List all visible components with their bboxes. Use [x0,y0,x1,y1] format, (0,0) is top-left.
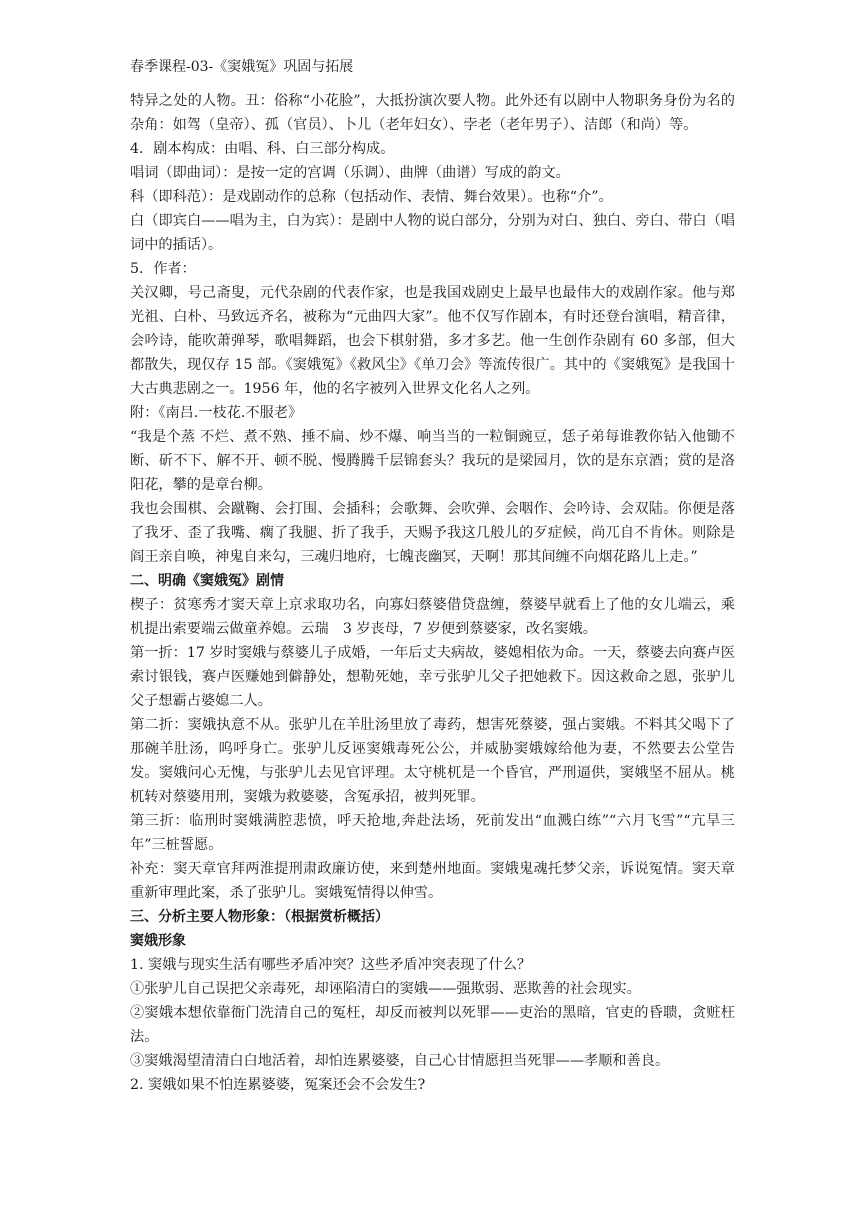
page-header: 春季课程-03-《窦娥冤》巩固与拓展 [130,59,354,75]
paragraph: 楔子：贫寒秀才窦天章上京求取功名，向寡妇蔡婆借贷盘缠，蔡婆早就看上了他的女儿端云，乘机提出索要端云做童养媳。云瑞 3 岁丧母，7 岁便到蔡婆家，改名窦娥。 [130,597,735,637]
section-heading: 二、明确《窦娥冤》剧情 [130,573,284,589]
paragraph: 第三折：临刑时窦娥满腔悲愤，呼天抢地,奔赴法场，死前发出“血溅白练”“六月飞雪”“亢旱三年”三桩誓愿。 [130,813,735,853]
paragraph: 我也会围棋、会蹴鞠、会打围、会插科；会歌舞、会吹弹、会咽作、会吟诗、会双陆。你便是落了我牙、歪了我嘴、瘸了我腿、折了我手，天赐予我这几般儿的歹症候，尚兀自不肯休。则除是阎王亲自唤，神鬼自来勾，三魂归地府，七魄丧幽冥，天啊！那其间缠不向烟花路儿上走。” [130,501,735,565]
paragraph: 唱词（即曲词）：是按一定的宫调（乐调）、曲牌（曲谱）写成的韵文。 [130,165,570,181]
section-heading: 三、分析主要人物形象：（根据赏析概括） [130,909,389,925]
paragraph: ③窦娥渴望清清白白地活着，却怕连累婆婆，自己心甘情愿担当死罪——孝顺和善良。 [130,1053,670,1069]
paragraph: 第二折：窦娥执意不从。张驴儿在羊肚汤里放了毒药，想害死蔡婆，强占窦娥。不料其父喝下了那碗羊肚汤，呜呼身亡。张驴儿反诬窦娥毒死公公，并威胁窦娥嫁给他为妻，不然要去公堂告发。窦娥问心无愧，与张驴儿去见官评理。太守桃杌是一个昏官，严刑逼供，窦娥坚不屈从。桃杌转对蔡婆用刑，窦娥为救婆婆，含冤承招，被判死罪。 [130,717,735,805]
paragraph: 4．剧本构成：由唱、科、白三部分构成。 [130,141,395,157]
document-body [130,89,735,1097]
document-page [130,55,735,1097]
paragraph: 补充：窦天章官拜两淮提刑肃政廉访使，来到楚州地面。窦娥鬼魂托梦父亲，诉说冤情。窦天章重新审理此案，杀了张驴儿。窦娥冤情得以伸雪。 [130,861,735,901]
paragraph: 附：《南吕.一枝花.不服老》 [130,405,303,421]
paragraph: 1. 窦娥与现实生活有哪些矛盾冲突？这些矛盾冲突表现了什么？ [130,957,532,973]
paragraph: ②窦娥本想依靠衙门洗清自己的冤枉，却反而被判以死罪——吏治的黑暗，官吏的昏聩，贪赃枉法。 [130,1005,735,1045]
paragraph: 5．作者： [130,261,196,277]
paragraph: 关汉卿，号己斋叟，元代杂剧的代表作家，也是我国戏剧史上最早也最伟大的戏剧作家。他与郑光祖、白朴、马致远齐名，被称为“元曲四大家”。他不仅写作剧本，有时还登台演唱，精音律，会吟诗，能吹萧弹琴，歌唱舞蹈，也会下棋射猎，多才多艺。他一生创作杂剧有 60 多部，但大都散失，现仅存 15 部。《窦娥冤》《救风尘》《单刀会》等流传很广。其中的《窦娥冤》是我国十大古典悲剧之一。1956 年，他的名字被列入世界文化名人之列。 [130,285,735,397]
paragraph: 科（即科范）：是戏剧动作的总称（包括动作、表情、舞台效果）。也称“介”。 [130,189,613,205]
paragraph: 白（即宾白——唱为主，白为宾）：是剧中人物的说白部分，分别为对白、独白、旁白、带白（唱词中的插话）。 [130,213,735,253]
paragraph: “我是个蒸 不烂、煮不熟、捶不扁、炒不爆、响当当的一粒铜豌豆，恁子弟每谁教你钻入他锄不断、斫不下、解不开、顿不脱、慢腾腾千层锦套头？我玩的是梁园月，饮的是东京酒；赏的是洛阳花，攀的是章台柳。 [130,429,735,493]
paragraph: 第一折：17 岁时窦娥与蔡婆儿子成婚，一年后丈夫病故，婆媳相依为命。一天，蔡婆去向赛卢医索讨银钱，赛卢医赚她到僻静处，想勒死她，幸亏张驴儿父子把她救下。因这救命之恩，张驴儿父子想霸占婆媳二人。 [130,645,735,709]
paragraph: 特异之处的人物。丑：俗称“小花脸”，大抵扮演次要人物。此外还有以剧中人物职务身份为名的杂角：如驾（皇帝）、孤（官员）、卜儿（老年妇女）、孛老（老年男子）、洁郎（和尚）等。 [130,93,735,133]
section-heading: 窦娥形象 [130,933,186,949]
paragraph: ①张驴儿自己误把父亲毒死，却诬陷清白的窦娥——强欺弱、恶欺善的社会现实。 [130,981,641,997]
paragraph: 2. 窦娥如果不怕连累婆婆，冤案还会不会发生? [130,1077,426,1093]
